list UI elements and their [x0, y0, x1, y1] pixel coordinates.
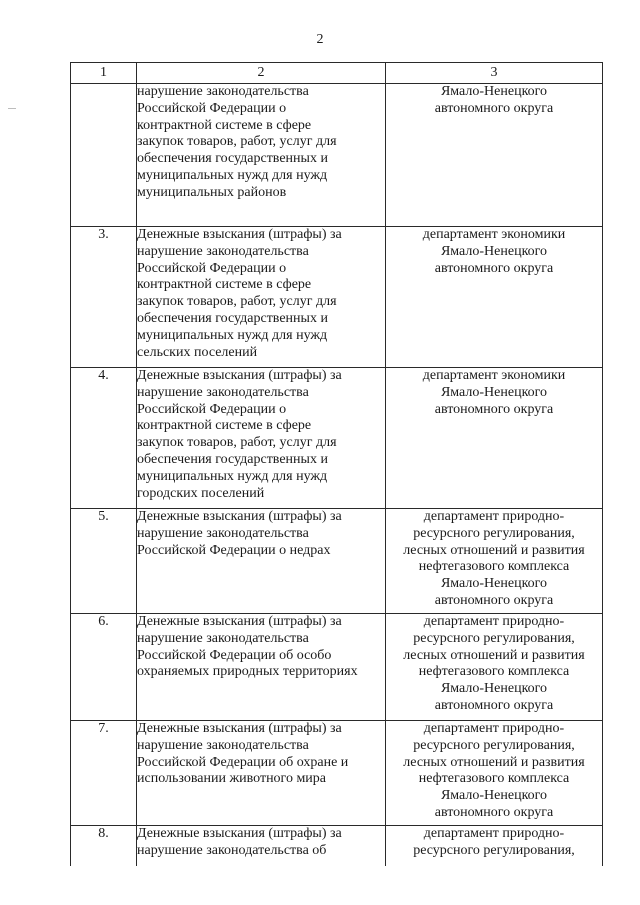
- table-row: [71, 84, 603, 227]
- description-line: Денежные взыскания (штрафы) за: [137, 721, 342, 736]
- department-line: Ямало-Ненецкого: [440, 84, 548, 99]
- description-line: нарушение законодательства: [137, 737, 309, 753]
- page-number: 2: [316, 32, 324, 47]
- description-line: Денежные взыскания (штрафы) за: [137, 368, 342, 383]
- administrator-department: [386, 84, 603, 227]
- administrator-department: [386, 721, 603, 826]
- department-line: лесных отношений и развития: [403, 754, 585, 770]
- administrator-department: [386, 826, 603, 867]
- row-number: [71, 84, 137, 227]
- department-line: ресурсного регулирования,: [413, 630, 575, 646]
- administrator-department: [386, 368, 603, 509]
- row-number: 3.: [71, 227, 137, 368]
- department-line: автономного округа: [434, 592, 554, 608]
- description-line: контрактной системе в сфере: [137, 277, 312, 293]
- column-header-administrator: 3: [386, 63, 603, 84]
- department-line: автономного округа: [434, 401, 554, 417]
- row-number: 5.: [71, 509, 137, 614]
- fine-description: [137, 826, 386, 867]
- department-line: Ямало-Ненецкого: [440, 384, 548, 400]
- description-line: Российской Федерации об особо: [137, 647, 332, 663]
- administrator-department: [386, 509, 603, 614]
- table-row: [71, 227, 603, 368]
- description-line: охраняемых природных территориях: [137, 664, 358, 680]
- description-line: муниципальных нужд для нужд: [137, 167, 328, 183]
- description-line: обеспечения государственных и: [137, 151, 328, 167]
- description-line: Денежные взыскания (штрафы) за: [137, 509, 342, 524]
- fine-description: [137, 368, 386, 509]
- fine-description: [137, 509, 386, 614]
- fines-table: [70, 62, 603, 866]
- column-header-number: 1: [71, 63, 137, 84]
- row-number: 4.: [71, 368, 137, 509]
- description-line: нарушение законодательства: [137, 630, 309, 646]
- administrator-department: [386, 227, 603, 368]
- description-line: нарушение законодательства: [137, 243, 309, 259]
- description-line: Российской Федерации о недрах: [137, 542, 331, 558]
- table-header-row: [71, 63, 603, 84]
- department-line: департамент природно-: [423, 826, 565, 841]
- department-line: департамент экономики: [422, 368, 566, 383]
- row-number: 8.: [71, 826, 137, 867]
- description-line: обеспечения государственных и: [137, 310, 328, 326]
- department-line: автономного округа: [434, 804, 554, 820]
- fine-description: [137, 721, 386, 826]
- administrator-department: [386, 614, 603, 721]
- department-line: лесных отношений и развития: [403, 542, 585, 558]
- table-row: [71, 509, 603, 614]
- department-line: департамент природно-: [423, 509, 565, 524]
- department-line: автономного округа: [434, 260, 554, 276]
- description-line: нарушение законодательства: [137, 384, 309, 400]
- fine-description: [137, 227, 386, 368]
- description-line: Денежные взыскания (штрафы) за: [137, 826, 342, 841]
- description-line: закупок товаров, работ, услуг для: [137, 134, 337, 150]
- department-line: лесных отношений и развития: [403, 647, 585, 663]
- description-line: городских поселений: [137, 485, 265, 501]
- department-line: ресурсного регулирования,: [413, 525, 575, 541]
- fine-description: [137, 614, 386, 721]
- description-line: Российской Федерации об охране и: [137, 754, 349, 770]
- description-line: муниципальных районов: [137, 184, 287, 200]
- description-line: контрактной системе в сфере: [137, 117, 312, 133]
- row-number: 6.: [71, 614, 137, 721]
- department-line: нефтегазового комплекса: [418, 664, 570, 680]
- description-line: Российской Федерации о: [137, 401, 287, 417]
- description-line: Денежные взыскания (штрафы) за: [137, 227, 342, 242]
- department-line: Ямало-Ненецкого: [440, 681, 548, 697]
- table-row: [71, 368, 603, 509]
- fine-description: [137, 84, 386, 227]
- description-line: нарушение законодательства: [137, 84, 309, 99]
- department-line: автономного округа: [434, 697, 554, 713]
- description-line: нарушение законодательства об: [137, 842, 327, 858]
- description-line: муниципальных нужд для нужд: [137, 327, 328, 343]
- department-line: департамент природно-: [423, 614, 565, 629]
- description-line: Денежные взыскания (штрафы) за: [137, 614, 342, 629]
- description-line: закупок товаров, работ, услуг для: [137, 294, 337, 310]
- description-line: контрактной системе в сфере: [137, 418, 312, 434]
- department-line: Ямало-Ненецкого: [440, 788, 548, 804]
- department-line: нефтегазового комплекса: [418, 559, 570, 575]
- table-row: [71, 826, 603, 867]
- department-line: Ямало-Ненецкого: [440, 576, 548, 592]
- description-line: Российской Федерации о: [137, 260, 287, 276]
- description-line: сельских поселений: [137, 344, 258, 360]
- department-line: ресурсного регулирования,: [413, 842, 575, 858]
- department-line: департамент природно-: [423, 721, 565, 736]
- department-line: департамент экономики: [422, 227, 566, 242]
- description-line: обеспечения государственных и: [137, 451, 328, 467]
- description-line: муниципальных нужд для нужд: [137, 468, 328, 484]
- description-line: Российской Федерации о: [137, 100, 287, 116]
- department-line: ресурсного регулирования,: [413, 737, 575, 753]
- description-line: использовании животного мира: [137, 771, 327, 787]
- description-line: нарушение законодательства: [137, 525, 309, 541]
- row-number: 7.: [71, 721, 137, 826]
- table-row: [71, 721, 603, 826]
- description-line: закупок товаров, работ, услуг для: [137, 435, 337, 451]
- department-line: Ямало-Ненецкого: [440, 243, 548, 259]
- table-row: [71, 614, 603, 721]
- department-line: нефтегазового комплекса: [418, 771, 570, 787]
- department-line: автономного округа: [434, 100, 554, 116]
- margin-mark: [8, 108, 16, 109]
- column-header-description: 2: [137, 63, 386, 84]
